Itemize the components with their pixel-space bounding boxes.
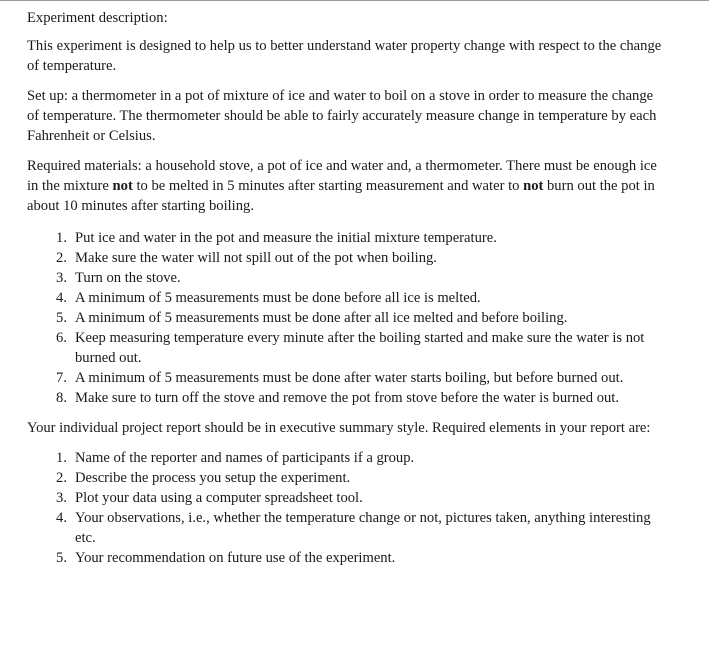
list-text: Make sure the water will not spill out of the pot when boiling.	[75, 250, 437, 266]
list-number: 2.	[56, 250, 67, 266]
list-number: 3.	[56, 490, 67, 506]
list-item	[27, 548, 667, 568]
list-text: Your recommendation on future use of the experiment.	[75, 550, 396, 566]
list-item	[27, 328, 667, 368]
report-elements-list	[27, 448, 667, 568]
list-text: Your observations, i.e., whether the temperature change or not, pictures taken, anything interesting etc.	[75, 510, 651, 546]
list-text: Plot your data using a computer spreadsheet tool.	[75, 490, 363, 506]
materials-bold-not-1: not	[112, 178, 133, 194]
list-number: 7.	[56, 370, 67, 386]
list-item	[27, 308, 667, 328]
setup-paragraph: Set up: a thermometer in a pot of mixture of ice and water to boil on a stove in order to measure the change of temperature. The thermometer should be able to fairly accurately measure change in temperature by each Fahrenheit or Celsius.	[27, 88, 657, 144]
materials-paragraph	[27, 156, 667, 216]
list-item	[27, 388, 667, 408]
list-item	[27, 248, 667, 268]
top-border	[0, 0, 709, 1]
section-heading: Experiment description:	[27, 10, 168, 26]
materials-bold-not-2: not	[523, 178, 544, 194]
list-item	[27, 288, 667, 308]
list-text: A minimum of 5 measurements must be done after all ice melted and before boiling.	[75, 310, 568, 326]
intro-paragraph: This experiment is designed to help us to better understand water property change with respect to the change of temperature.	[27, 38, 662, 74]
list-text: A minimum of 5 measurements must be done after water starts boiling, but before burned out.	[75, 370, 624, 386]
list-number: 6.	[56, 330, 67, 346]
list-text: A minimum of 5 measurements must be done before all ice is melted.	[75, 290, 481, 306]
list-item	[27, 468, 667, 488]
document-body	[27, 8, 667, 578]
procedure-steps-list	[27, 228, 667, 408]
list-number: 4.	[56, 510, 67, 526]
list-number: 5.	[56, 310, 67, 326]
materials-text-1: Required materials: a household stove, a pot of ice and water and, a thermometer. There must be enough ice in the mixture	[27, 158, 657, 194]
list-number: 1.	[56, 450, 67, 466]
list-number: 8.	[56, 390, 67, 406]
list-number: 1.	[56, 230, 67, 246]
list-text: Put ice and water in the pot and measure the initial mixture temperature.	[75, 230, 497, 246]
materials-text-2: to be melted in 5 minutes after starting measurement and water to	[132, 178, 524, 194]
list-item	[27, 488, 667, 508]
list-text: Keep measuring temperature every minute after the boiling started and make sure the water is not burned out.	[75, 330, 645, 366]
list-number: 3.	[56, 270, 67, 286]
list-item	[27, 228, 667, 248]
list-text: Name of the reporter and names of participants if a group.	[75, 450, 415, 466]
list-number: 5.	[56, 550, 67, 566]
list-text: Describe the process you setup the experiment.	[75, 470, 351, 486]
materials-text-3: burn out the pot in about 10 minutes after starting boiling.	[27, 178, 655, 214]
list-number: 4.	[56, 290, 67, 306]
report-intro-paragraph: Your individual project report should be in executive summary style. Required elements in your report are:	[27, 420, 651, 436]
list-item	[27, 448, 667, 468]
list-item	[27, 268, 667, 288]
list-item	[27, 508, 667, 548]
list-text: Turn on the stove.	[75, 270, 181, 286]
list-item	[27, 368, 667, 388]
list-text: Make sure to turn off the stove and remove the pot from stove before the water is burned out.	[75, 390, 620, 406]
list-number: 2.	[56, 470, 67, 486]
